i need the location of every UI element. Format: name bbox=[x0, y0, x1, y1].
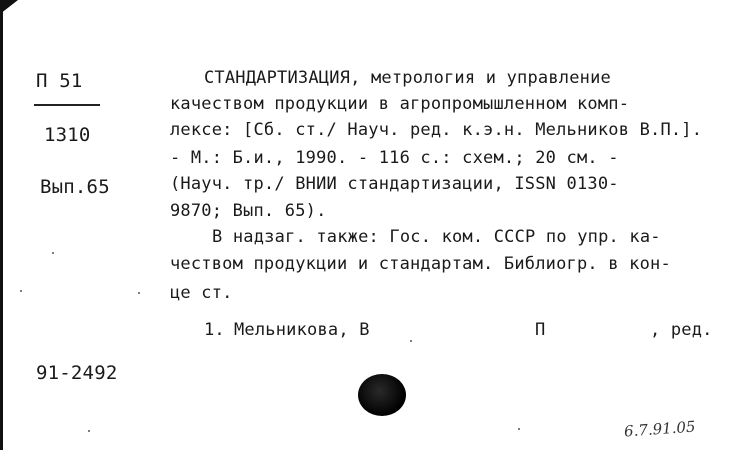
handwritten-note: 6.7.91.05 bbox=[623, 417, 697, 441]
entry-name: Мельникова, В bbox=[234, 320, 370, 340]
body-line-4: - М.: Б.и., 1990. - 116 с.: схем.; 20 см. - bbox=[170, 148, 619, 168]
body-line-9: це ст. bbox=[170, 283, 233, 303]
entry-number: 1. bbox=[204, 320, 225, 340]
card-corner-mark bbox=[0, 0, 18, 14]
punch-hole bbox=[358, 374, 406, 416]
body-line-2: качеством продукции в агропромышленном комп- bbox=[170, 94, 630, 114]
card-left-edge bbox=[0, 0, 3, 450]
body-line-7: В надзаг. также: Гос. ком. СССР по упр. ка- bbox=[212, 227, 661, 247]
accession-number: 91-2492 bbox=[36, 362, 118, 384]
body-line-8: чеством продукции и стандартам. Библиогр. в кон- bbox=[170, 254, 671, 274]
body-line-3: лексе: [Сб. ст./ Науч. ред. к.э.н. Мельников В.П.]. bbox=[170, 120, 703, 140]
call-number: П 51 bbox=[36, 70, 83, 92]
scan-speck bbox=[410, 340, 412, 342]
scan-speck bbox=[88, 430, 90, 432]
body-line-6: 9870; Вып. 65). bbox=[170, 201, 327, 221]
call-number-underline bbox=[34, 104, 100, 106]
scan-speck bbox=[138, 292, 140, 294]
volume-label: Вып.65 bbox=[40, 176, 110, 198]
body-line-5: (Науч. тр./ ВНИИ стандартизации, ISSN 0130- bbox=[170, 174, 619, 194]
body-line-1: СТАНДАРТИЗАЦИЯ, метрология и управление bbox=[204, 68, 611, 88]
scan-speck bbox=[52, 252, 54, 254]
scan-speck bbox=[20, 290, 22, 292]
entry-role: , ред. bbox=[650, 320, 713, 340]
entry-letter: П bbox=[535, 320, 546, 340]
inventory-number: 1310 bbox=[44, 124, 91, 146]
scan-speck bbox=[518, 428, 520, 430]
